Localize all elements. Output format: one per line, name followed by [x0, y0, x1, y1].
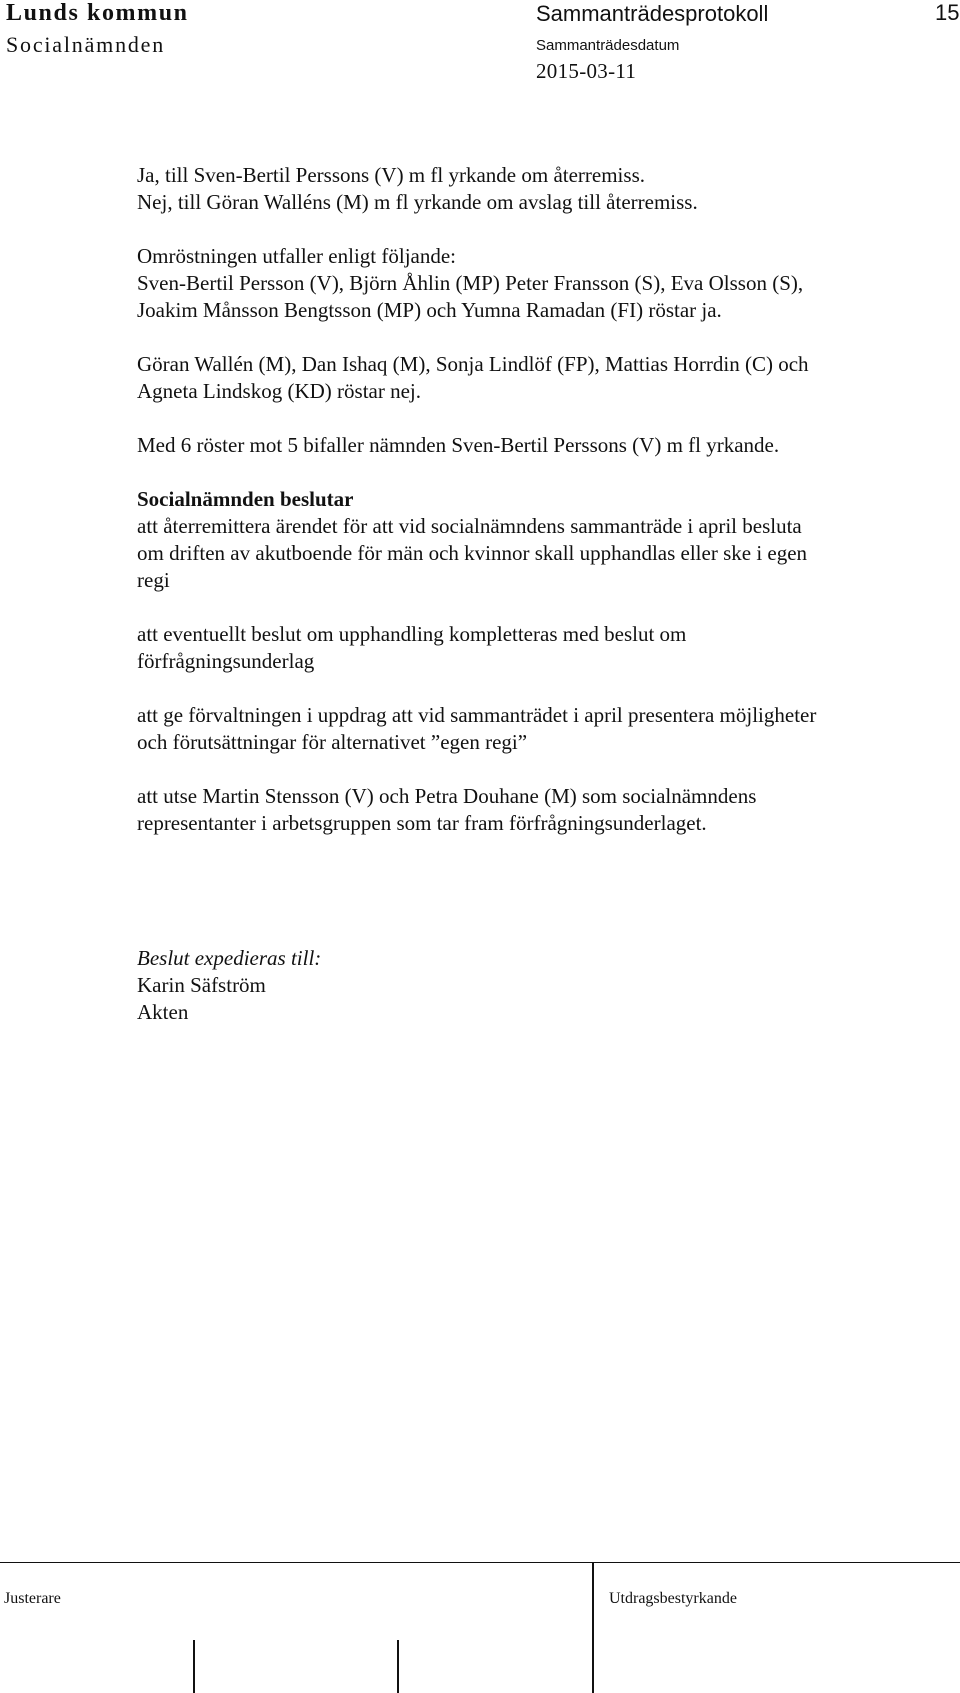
decision-1-line: regi	[137, 568, 170, 592]
distribution-heading: Beslut expedieras till:	[137, 946, 322, 970]
decision-1-line: att återremittera ärendet för att vid socialnämndens sammanträde i april besluta	[137, 514, 802, 538]
decision-2-line: förfrågningsunderlag	[137, 649, 315, 673]
document-type: Sammanträdesprotokoll	[536, 1, 769, 26]
signature-divider	[193, 1640, 195, 1693]
page-number: 15	[935, 0, 960, 25]
department-name: Socialnämnden	[6, 32, 166, 57]
footer-section-divider	[592, 1562, 594, 1693]
decision-3-line: att ge förvaltningen i uppdrag att vid sammanträdet i april presentera möjligheter	[137, 703, 817, 727]
decision-3-line: och förutsättningar för alternativet ”egen regi”	[137, 730, 528, 754]
utdragsbestyrkande-label: Utdragsbestyrkande	[609, 1590, 737, 1607]
meeting-date-label: Sammanträdesdatum	[536, 37, 680, 54]
signature-divider	[397, 1640, 399, 1693]
vote-no-line: Nej, till Göran Walléns (M) m fl yrkande om avslag till återremiss.	[137, 190, 698, 214]
vote-result-line: Sven-Bertil Persson (V), Björn Åhlin (MP) Peter Fransson (S), Eva Olsson (S),	[137, 271, 804, 295]
distribution-item: Akten	[137, 1000, 189, 1024]
decision-1-line: om driften av akutboende för män och kvinnor skall upphandlas eller ske i egen	[137, 541, 808, 565]
decision-heading: Socialnämnden beslutar	[137, 487, 354, 511]
vote-result-line: Joakim Månsson Bengtsson (MP) och Yumna Ramadan (FI) röstar ja.	[137, 298, 722, 322]
decision-4-line: representanter i arbetsgruppen som tar fram förfrågningsunderlaget.	[137, 811, 707, 835]
footer-rule	[0, 1562, 960, 1563]
outcome-line: Med 6 röster mot 5 bifaller nämnden Sven-Bertil Perssons (V) m fl yrkande.	[137, 433, 780, 457]
no-vote-line: Göran Wallén (M), Dan Ishaq (M), Sonja Lindlöf (FP), Mattias Horrdin (C) och	[137, 352, 809, 376]
no-vote-line: Agneta Lindskog (KD) röstar nej.	[137, 379, 422, 403]
vote-yes-line: Ja, till Sven-Bertil Perssons (V) m fl yrkande om återremiss.	[137, 163, 645, 187]
justerare-label: Justerare	[4, 1590, 61, 1607]
distribution-item: Karin Säfström	[137, 973, 266, 997]
decision-4-line: att utse Martin Stensson (V) och Petra Douhane (M) som socialnämndens	[137, 784, 757, 808]
vote-result-intro: Omröstningen utfaller enligt följande:	[137, 244, 456, 268]
meeting-date: 2015-03-11	[536, 59, 637, 83]
decision-2-line: att eventuellt beslut om upphandling kompletteras med beslut om	[137, 622, 687, 646]
organization-name: Lunds kommun	[6, 0, 189, 26]
